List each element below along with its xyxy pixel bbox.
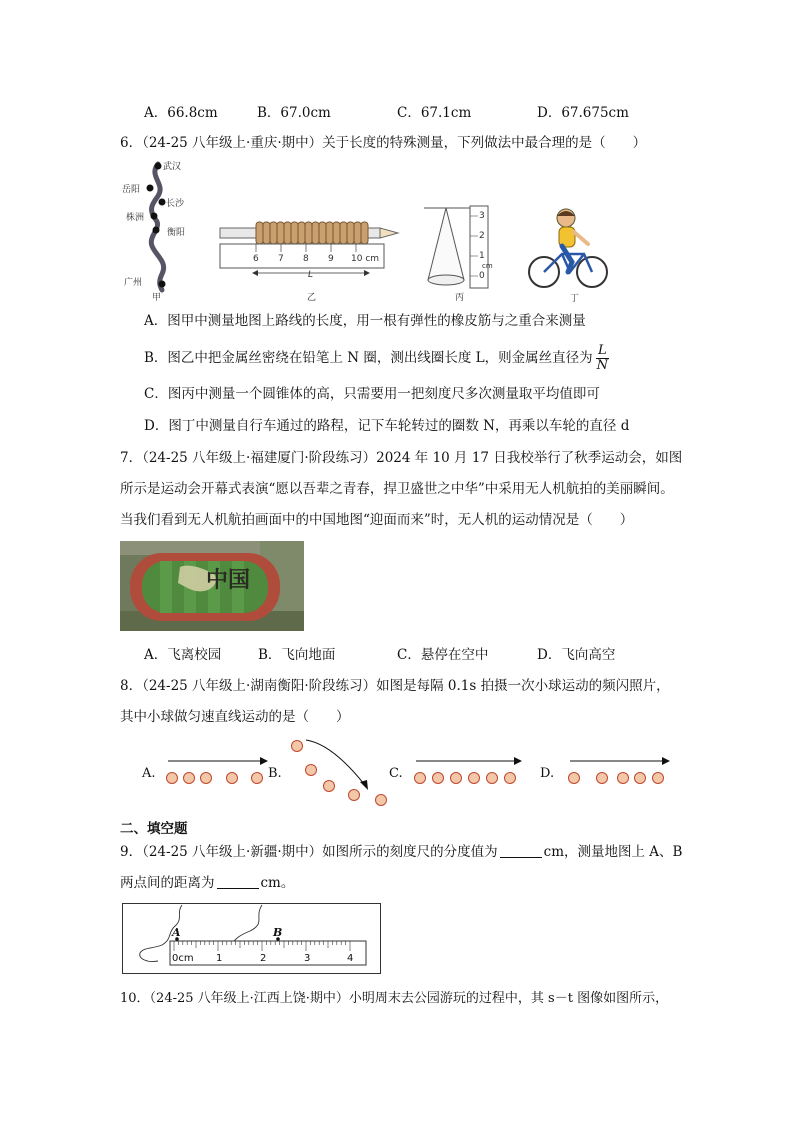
- q7-option-c: C．悬停在空中: [397, 647, 489, 663]
- q8-label-d: D.: [540, 766, 555, 781]
- q9-figure-map-ruler: [122, 903, 382, 975]
- q9-line-2-text-b: cm。: [260, 875, 295, 891]
- q9-tick-4: 4: [347, 953, 354, 964]
- q9-point-b: B: [273, 926, 283, 939]
- v-tick-0: 0: [479, 271, 485, 281]
- q8-c-ball: [414, 772, 426, 784]
- q8-a-ball: [200, 772, 212, 784]
- q9-tick-0: 0cm: [172, 953, 194, 964]
- label-zhuzhou: 株洲: [126, 213, 145, 223]
- q6-figure-yi-coil: [218, 214, 408, 270]
- v-tick-3: 3: [479, 211, 485, 221]
- q9-blank-2[interactable]: [217, 874, 259, 889]
- v-unit: cm: [482, 262, 493, 270]
- v-tick-2: 2: [479, 231, 485, 241]
- q7-aerial-photo: [120, 541, 304, 631]
- q6-stem: 6．（24-25 八年级上·重庆·期中）关于长度的特殊测量，下列做法中最合理的是（ ）: [120, 135, 647, 151]
- q8-c-arrow: [414, 756, 524, 766]
- q8-c-ball: [450, 772, 462, 784]
- q8-c-ball: [504, 772, 516, 784]
- q8-label-a: A.: [142, 766, 156, 781]
- ruler-tick-6: 6: [253, 254, 259, 264]
- q8-a-ball: [251, 772, 263, 784]
- q5-option-d: D．67.675cm: [537, 105, 629, 121]
- q8-d-ball: [617, 772, 629, 784]
- q9-point-a: A: [172, 926, 181, 939]
- label-wuhan: 武汉: [163, 162, 182, 172]
- q7-line-2: 所示是运动会开幕式表演“愿以吾辈之青春，捍卫盛世之中华”中采用无人机航拍的美丽瞬间。: [120, 481, 674, 497]
- q9-blank-1[interactable]: [500, 843, 542, 858]
- q8-a-ball: [183, 772, 195, 784]
- q10-line: 10．（24-25 八年级上·江西上饶·期中）小明周末去公园游玩的过程中，其 s－t 图像如图所示，: [120, 991, 669, 1006]
- q5-option-b: B．67.0cm: [257, 105, 331, 121]
- q9-line-2-text-a: 两点间的距离为: [120, 875, 215, 891]
- q5-option-a: A．66.8cm: [144, 105, 218, 121]
- label-ding: 丁: [570, 294, 580, 304]
- q8-b-ball: [291, 740, 303, 752]
- q9-line-2: [120, 873, 294, 893]
- q8-d-ball: [652, 772, 664, 784]
- q7-option-d: D．飞向高空: [537, 647, 616, 663]
- q9-line-1-text-a: 9．（24-25 八年级上·新疆·期中）如图所示的刻度尺的分度值为: [120, 844, 498, 860]
- q8-label-b: B.: [268, 766, 282, 781]
- label-L: L: [308, 270, 314, 280]
- label-hengyang: 衡阳: [167, 228, 186, 238]
- q6-option-c: C．图丙中测量一个圆锥体的高，只需要用一把刻度尺多次测量取平均值即可: [144, 386, 600, 402]
- v-tick-1: 1: [479, 251, 485, 261]
- q8-d-ball: [634, 772, 646, 784]
- ruler-tick-10: 10 cm: [351, 254, 380, 264]
- q8-d-ball: [568, 772, 580, 784]
- q6-option-a: A．图甲中测量地图上路线的长度，用一根有弹性的橡皮筋与之重合来测量: [144, 313, 586, 329]
- q8-a-ball: [166, 772, 178, 784]
- ruler-tick-9: 9: [328, 254, 334, 264]
- q7-option-b: B．飞向地面: [258, 647, 336, 663]
- q8-c-ball: [468, 772, 480, 784]
- q6-figure-ding-cyclist: [526, 208, 610, 290]
- q7-option-a: A．飞离校园: [144, 647, 222, 663]
- label-yi: 乙: [307, 293, 317, 303]
- q9-line-1-text-b: cm，测量地图上 A、B: [543, 844, 683, 860]
- label-jia: 甲: [152, 293, 162, 303]
- label-yueyang: 岳阳: [122, 185, 141, 195]
- ruler-tick-8: 8: [303, 254, 309, 264]
- label-bing: 丙: [455, 293, 465, 303]
- q9-tick-3: 3: [304, 953, 311, 964]
- q8-b-ball: [305, 764, 317, 776]
- fraction-numerator: L: [597, 343, 607, 358]
- q8-a-arrow: [166, 756, 270, 766]
- q8-label-c: C.: [389, 766, 403, 781]
- label-changsha: 长沙: [166, 199, 185, 209]
- q8-c-ball: [432, 772, 444, 784]
- q9-line-1: [120, 842, 682, 862]
- q7-line-3: 当我们看到无人机航拍画面中的中国地图“迎面而来”时，无人机的运动情况是（ ）: [120, 512, 634, 528]
- q5-option-c: C．67.1cm: [397, 105, 472, 121]
- q8-a-ball: [226, 772, 238, 784]
- photo-text: 中国: [206, 568, 251, 593]
- q6-option-b-text: B．图乙中把金属丝密绕在铅笔上 N 圈，测出线圈长度 L，则金属丝直径为: [144, 350, 593, 366]
- q8-line-2: 其中小球做匀速直线运动的是（ ）: [120, 709, 350, 725]
- q8-c-ball: [486, 772, 498, 784]
- q6-option-d: D．图丁中测量自行车通过的路程，记下车轮转过的圈数 N，再乘以车轮的直径 d: [144, 418, 630, 434]
- q8-line-1: 8．（24-25 八年级上·湖南衡阳·阶段练习）如图是每隔 0.1s 拍摄一次小球运动的频闪照片，: [120, 678, 670, 694]
- q8-d-ball: [596, 772, 608, 784]
- ruler-tick-7: 7: [278, 254, 284, 264]
- q9-tick-2: 2: [260, 953, 267, 964]
- q8-b-ball: [323, 780, 335, 792]
- q8-b-ball: [348, 789, 360, 801]
- q8-b-ball: [375, 794, 387, 806]
- q9-tick-1: 1: [216, 953, 223, 964]
- section-title: 二、填空题: [120, 821, 188, 837]
- label-guangzhou: 广州: [124, 278, 143, 288]
- q6-figure-bing-cone: [422, 204, 502, 292]
- q6-option-b: [144, 344, 610, 373]
- fraction-denominator: N: [596, 358, 608, 373]
- q7-line-1: 7．（24-25 八年级上·福建厦门·阶段练习）2024 年 10 月 17 日我校举行了秋季运动会，如图: [120, 450, 683, 466]
- fraction-L-over-N: [595, 344, 610, 373]
- q8-d-arrow: [568, 756, 672, 766]
